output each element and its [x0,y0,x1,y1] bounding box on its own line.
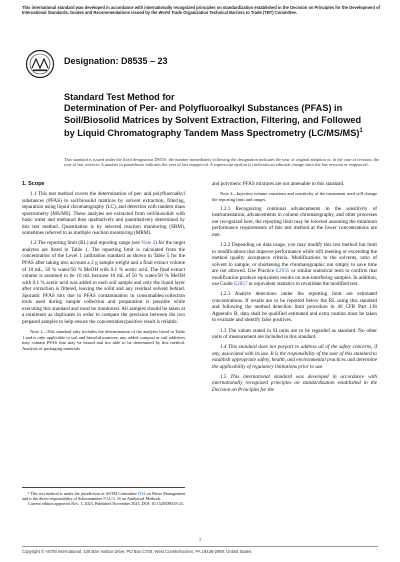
title-body: Determination of Per- and Polyfluoroalkyl Substances (PFAS) in Soil/Biosolid Matrices by Solvent Extraction, Filtering, and Followed by Liquid Chromatography Tandem Mass Spectrometry (LC/MS/MS) [64,103,362,139]
subcommittee-link[interactable]: D34.01.06 [103,496,121,502]
footnotes [22,487,185,507]
astm-logo-icon [25,49,55,79]
footnote-2: Current edition approved Nov. 1, 2023. Published November 2023. DOI: 10.1520/D8535-23. [28,501,185,507]
paragraph-continuation: and polymeric PFAS mixtures are not amenable to this standard. [212,181,345,187]
paragraph-1-2-1: 1.2.1 Recognizing continual advancements in the sensitivity of instrumentation, advancements in column chromatography, and other processes not recognized here, the reporting limit may be lowered assuming the minimum performance requirements of this test method at the lower concentrations are met. [212,205,377,238]
section-heading-scope: 1. Scope [22,181,45,187]
wto-notice: This international standard was developed in accordance with internationally recognized principles on standardization established in the Decision on Principles for the Development of International Standards, Guides and Recommendations issued by the World Trade Organization Technical Barriers to Trade (TBT) Committee. [22,5,380,15]
footnote-1 [22,491,185,501]
paragraph-1-2-2-part-a: 1.2.2 Depending on data usage, you may modify this test method but limit to modifications that improve performance while still meeting or exceeding the method quality acceptance criteria. Modifications to the solvents, ratio of solvent to sample, or shortening the chromatographic run simply to save time are not allowed. Use Practice [212,241,377,275]
document-title [64,92,369,140]
note-2-link[interactable]: Note 2 [141,240,156,247]
paragraph-1-2-2-part-c: or equivalent statistics to revalidate the modified test. [247,281,359,288]
footnote-1-part-a: ¹ This test method is under the jurisdiction of ASTM Committee [28,491,139,496]
paragraph-1-2-2-part-b: or similar statistical tests to confirm that modification produce equivalent results on non-interfering samples. In addition, use Guide [212,268,377,288]
paragraph-1-2-3: 1.2.3 Analyte detections under the reporting limit are estimated concentrations. If results are to be reported below the RL using this standard and following the method detection limit procedure in 40 CFR Part 136 Appendix B, data shall be qualified estimated and extra caution must be taken to evaluate and identify false positives. [212,291,377,324]
designation: Designation: D8535 – 23 [64,56,168,66]
paragraph-1-1: 1.1 This test method covers the determination of per- and polyfluoroalkyl substances (PFAS) in soil/biosolid matrices by solvent extraction, filtering, separation using liquid chromatography (LC), and detection with tandem mass spectrometry (MS/MS). These analytes are extracted from soil/biosolids with basic water and methanol then qualitatively and quantitatively determined by this test method. Quantitation is by selected reaction monitoring (SRM), sometimes referred to as multiple reaction monitoring (MRM). [22,191,185,237]
title-line-1: Standard Test Method for [64,92,175,102]
paragraph-1-3: 1.3 The values stated in SI units are to be regarded as standard. No other units of measurement are included in this standard. [212,327,377,341]
standard-issuance-note: This standard is issued under the fixed designation D8535; the number immediately following the designation indicates the year of original adoption or, in the case of revision, the year of last revision. A number in parentheses indicates the year of last reapproval. A superscript epsilon (ε) indicates an editorial change since the last revision or reapproval. [64,157,379,168]
e2857-link[interactable]: E2857 [234,281,248,288]
note-2: Note 2—Injection volume variations and sensitivity of the instrument used will change the reporting limit and ranges. [212,191,377,202]
footnote-1-part-c: on Analytical Methods. [120,496,162,502]
left-column [22,181,185,355]
committee-d34-link[interactable]: D34 [138,491,146,496]
e2935-link[interactable]: E2935 [275,268,290,275]
paragraph-1-2 [22,240,185,325]
title-footnote-ref: 1 [359,128,363,135]
footnote-1-part-b: on Waste Management and is the direct responsibility of Subcommittee [22,491,185,502]
note-1: Note 1—This standard only includes the determination of the analytes listed in Table 1 and is only applicable to soil and biosolid matrices; any added compost or soil additives may contain PFAS that may be bound and not able to be determined by this method. Analysis of packaging materials [22,328,185,351]
paragraph-1-4: 1.4 This standard does not purport to address all of the safety concerns, if any, associated with its use. It is the responsibility of the user of this standard to establish appropriate safety, health, and environmental practices and determine the applicability of regulatory limitations prior to use. [212,344,377,370]
paragraph-1-2-part-a: 1.2 The reporting limit (RL) and reporting range (see [30,240,142,247]
right-column [212,181,377,397]
page-number: 1 [198,538,202,543]
paragraph-1-5: 1.5 This international standard was developed in accordance with internationally recognized principles on standardization established in the Decision on Principles for the [212,373,377,393]
copyright-footer: Copyright © ASTM International, 100 Barr Harbor Drive, PO Box C700, West Conshohocken, PA 19428-2959. United States [22,546,378,554]
paragraph-1-2-2 [212,242,377,288]
paragraph-1-2-part-b: ) for the target analytes are listed in Table 1. The reporting limit is calculated from the concentration of the Level 1 calibration standard as shown in Table 5 for the PFAS after taking into account a 2 g sample weight and a final extract volume of 10 mL, 50 % water/50 % MeOH with 0.1 % acetic acid. The final extract volume is assumed to be 10 mL because 10 mL of 50 % water/50 % MeOH with 0.1 % acetic acid was added to each soil sample and only the liquid layer after extraction is filtered, leaving the solid and any residual solvent behind. Sporadic PFAS hits due to PFAS contamination in consumables/collection tools used during sample collection and preparation is possible while executing this standard and must be monitored. All samples should be taken at a minimum as duplicates in order to compare the precision between the two prepared samples to help ensure the concentration/positive result is reliable. [22,240,185,325]
